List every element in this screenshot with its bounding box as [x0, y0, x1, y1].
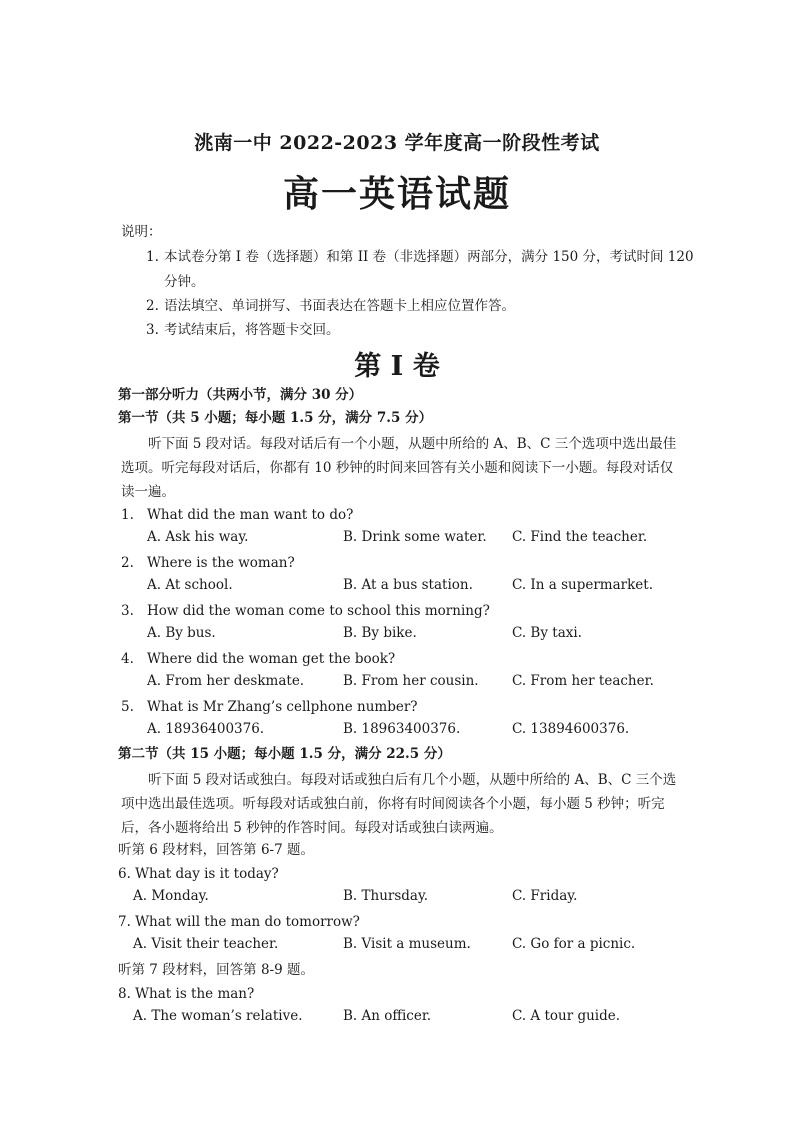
option-a: A. From her deskmate.: [147, 673, 305, 689]
instruction-number: 1.: [146, 249, 159, 265]
option-b: B. By bike.: [343, 625, 417, 641]
instruction-text: 考试结束后，将答题卡交回。: [164, 322, 340, 338]
exam-subject-title: 高一英语试题: [282, 173, 511, 215]
question-text: Where did the woman get the book?: [147, 651, 396, 667]
section-directions: 听下面 5 段对话或独白。每段对话或独白后有几个小题，从题中所给的 A、B、C 三个选项中选出最佳选项。听每段对话或独白前，你将有时间阅读各个小题，每小题 5 秒钟；听完后，各小题将给出 5 秒钟的作答时间。每段对话或独白读两遍。: [121, 772, 677, 836]
part-heading: 第一部分听力（共两小节，满分 30 分）: [118, 387, 363, 403]
section-heading: 第一节（共 5 小题；每小题 1.5 分，满分 7.5 分）: [118, 410, 433, 426]
question-text: What did the man want to do?: [147, 507, 354, 523]
option-c: C. Friday.: [512, 888, 578, 904]
question-number: 5.: [121, 699, 134, 715]
option-c: C. By taxi.: [512, 625, 582, 641]
section-heading: 第二节（共 15 小题；每小题 1.5 分，满分 22.5 分）: [118, 746, 451, 762]
question-number: 3.: [121, 603, 134, 619]
option-b: B. An officer.: [343, 1008, 432, 1024]
question-text: 8. What is the man?: [118, 986, 255, 1002]
option-a: A. Monday.: [133, 888, 209, 904]
question-number: 4.: [121, 651, 134, 667]
option-c: C. In a supermarket.: [512, 577, 653, 593]
question-text: Where is the woman?: [147, 555, 295, 571]
option-c: C. From her teacher.: [512, 673, 654, 689]
question-number: 2.: [121, 555, 134, 571]
question-text: What is Mr Zhang’s cellphone number?: [147, 699, 418, 715]
option-b: B. 18963400376.: [343, 721, 461, 737]
instruction-number: 3.: [146, 322, 159, 338]
option-b: B. At a bus station.: [343, 577, 473, 593]
option-b: B. From her cousin.: [343, 673, 479, 689]
instruction-text-continued: 分钟。: [164, 274, 205, 290]
instruction-number: 2.: [146, 298, 159, 314]
school-exam-title: 洮南一中 2022-2023 学年度高一阶段性考试: [194, 132, 600, 154]
instruction-text: 本试卷分第 I 卷（选择题）和第 II 卷（非选择题）两部分，满分 150 分，考试时间 120: [164, 249, 694, 265]
question-text: How did the woman come to school this morning?: [147, 603, 490, 619]
question-number: 1.: [121, 507, 134, 523]
option-b: B. Visit a museum.: [343, 936, 471, 952]
option-a: A. By bus.: [147, 625, 216, 641]
instruction-text: 语法填空、单词拼写、书面表达在答题卡上相应位置作答。: [164, 298, 515, 314]
option-c: C. 13894600376.: [512, 721, 630, 737]
instructions-label: 说明：: [121, 224, 162, 240]
volume-title: 第 I 卷: [354, 351, 440, 382]
option-b: B. Thursday.: [343, 888, 429, 904]
option-a: A. At school.: [147, 577, 233, 593]
option-a: A. Visit their teacher.: [133, 936, 279, 952]
option-b: B. Drink some water.: [343, 529, 487, 545]
material-instruction: 听第 7 段材料，回答第 8-9 题。: [118, 962, 314, 978]
option-c: C. Go for a picnic.: [512, 936, 636, 952]
section-directions: 听下面 5 段对话。每段对话后有一个小题，从题中所给的 A、B、C 三个选项中选出最佳选项。听完每段对话后，你都有 10 秒钟的时间来回答有关小题和阅读下一小题。每段对话仅读一遍。: [121, 436, 677, 500]
option-a: A. 18936400376.: [147, 721, 265, 737]
option-c: C. Find the teacher.: [512, 529, 648, 545]
option-c: C. A tour guide.: [512, 1008, 621, 1024]
option-a: A. Ask his way.: [147, 529, 249, 545]
question-text: 6. What day is it today?: [118, 866, 279, 882]
question-text: 7. What will the man do tomorrow?: [118, 914, 360, 930]
material-instruction: 听第 6 段材料，回答第 6-7 题。: [118, 842, 314, 858]
option-a: A. The woman’s relative.: [133, 1008, 303, 1024]
